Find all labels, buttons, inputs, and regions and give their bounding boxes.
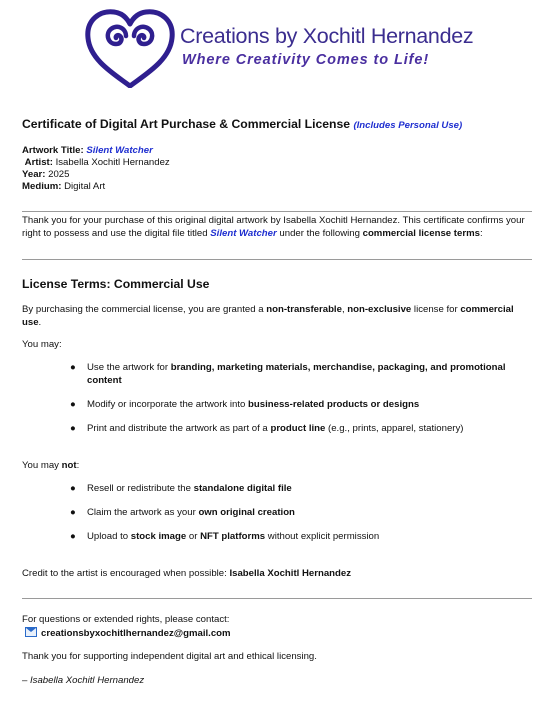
artist-label: Artist: bbox=[24, 157, 53, 168]
credit-line bbox=[22, 568, 527, 581]
you-may-not-text: You may bbox=[22, 460, 62, 471]
list-item-text-plain: Use the artwork for bbox=[87, 362, 171, 373]
you-may-not-label bbox=[22, 460, 527, 473]
medium-label: Medium: bbox=[22, 181, 62, 192]
letterhead bbox=[0, 0, 533, 100]
certificate-title bbox=[22, 117, 522, 133]
medium-row bbox=[22, 181, 522, 193]
list-item-text-bold: own original creation bbox=[198, 507, 295, 518]
list-item-text-bold: standalone digital file bbox=[193, 483, 292, 494]
intro-license-terms: commercial license terms bbox=[362, 227, 480, 239]
brand-name: Creations by Xochitl Hernandez bbox=[180, 24, 474, 48]
list-item-text-bold: product line bbox=[270, 423, 326, 434]
list-item-text-bold: stock image bbox=[130, 531, 187, 542]
contact-email-row bbox=[22, 627, 527, 641]
grant-separator: , bbox=[341, 304, 348, 315]
you-may-not-bold: not bbox=[61, 460, 77, 471]
list-item-text-plain: Resell or redistribute the bbox=[87, 483, 194, 494]
list-item-text bbox=[87, 507, 512, 520]
list-item-text-plain: Claim the artwork as your bbox=[87, 507, 199, 518]
contact-email-link[interactable]: creationsbyxochitlhernandez@gmail.com bbox=[41, 628, 231, 639]
brand-tagline: Where Creativity Comes to Life! bbox=[182, 52, 430, 68]
signature: – Isabella Xochitl Hernandez bbox=[22, 675, 145, 686]
list-item-text-bold: business-related products or designs bbox=[248, 399, 420, 410]
credit-text: Credit to the artist is encouraged when possible: bbox=[22, 568, 230, 579]
divider bbox=[22, 211, 532, 212]
you-may-label: You may: bbox=[22, 339, 62, 350]
heart-swirl-logo-icon bbox=[84, 8, 176, 88]
list-item-text-plain: (e.g., prints, apparel, stationery) bbox=[325, 423, 464, 434]
artwork-title-row bbox=[22, 145, 522, 157]
grant-text: By purchasing the commercial license, you are granted a bbox=[22, 304, 267, 315]
bullet-icon: ● bbox=[70, 483, 76, 494]
list-item-text bbox=[87, 531, 512, 544]
contact-line: For questions or extended rights, please contact: bbox=[22, 614, 230, 625]
list-item-text bbox=[87, 483, 512, 496]
artwork-title-label: Artwork Title: bbox=[22, 145, 84, 156]
certificate-title-sub: (Includes Personal Use) bbox=[353, 120, 463, 131]
divider bbox=[22, 259, 532, 260]
bullet-icon: ● bbox=[70, 507, 76, 518]
list-item-text-bold: branding, marketing materials, merchandise, packaging, and promotional content bbox=[87, 362, 506, 386]
thanks-line: Thank you for supporting independent digital art and ethical licensing. bbox=[22, 651, 317, 662]
year-row bbox=[22, 169, 522, 181]
grant-text-mid: license for bbox=[411, 304, 461, 315]
artwork-title-value: Silent Watcher bbox=[86, 145, 153, 156]
year-value: 2025 bbox=[48, 169, 70, 180]
grant-text-end: . bbox=[38, 316, 42, 328]
bullet-icon: ● bbox=[70, 531, 76, 542]
list-item-text-bold: NFT platforms bbox=[200, 531, 266, 542]
list-item-text bbox=[87, 399, 512, 412]
artist-row bbox=[22, 157, 522, 169]
list-item-text bbox=[87, 362, 512, 387]
intro-text-end: : bbox=[479, 227, 483, 239]
list-item-text bbox=[87, 423, 512, 436]
artwork-details bbox=[22, 145, 522, 193]
credit-artist-name: Isabella Xochitl Hernandez bbox=[229, 568, 352, 579]
intro-text-2: under the following bbox=[276, 227, 363, 239]
bullet-icon: ● bbox=[70, 399, 76, 410]
list-item-text-plain: without explicit permission bbox=[265, 531, 380, 542]
certificate-title-main: Certificate of Digital Art Purchase & Commercial License bbox=[22, 117, 351, 131]
divider bbox=[22, 598, 532, 599]
artist-value: Isabella Xochitl Hernandez bbox=[55, 157, 170, 168]
medium-value: Digital Art bbox=[64, 181, 106, 192]
intro-artwork-title: Silent Watcher bbox=[210, 227, 277, 239]
license-heading: License Terms: Commercial Use bbox=[22, 277, 210, 291]
intro-text: Thank you for your purchase of this original digital artwork by Isabella Xochitl Hernandez. This certificate confirms your right to possess and use the digital file titled bbox=[22, 215, 525, 239]
grant-non-transferable: non-transferable bbox=[266, 304, 342, 315]
intro-paragraph bbox=[22, 215, 527, 240]
you-may-not-colon: : bbox=[76, 460, 80, 471]
email-icon bbox=[25, 627, 37, 637]
bullet-icon: ● bbox=[70, 362, 76, 373]
list-item-text-plain: Modify or incorporate the artwork into bbox=[87, 399, 249, 410]
certificate-header bbox=[22, 117, 522, 193]
list-item-text-plain: Print and distribute the artwork as part of a bbox=[87, 423, 271, 434]
grant-commercial-use: commercial use bbox=[22, 304, 514, 328]
list-item-text-plain: Upload to bbox=[87, 531, 131, 542]
license-grant-paragraph bbox=[22, 304, 527, 329]
grant-non-exclusive: non-exclusive bbox=[347, 304, 412, 315]
list-item-text-plain: or bbox=[186, 531, 201, 542]
year-label: Year: bbox=[22, 169, 46, 180]
bullet-icon: ● bbox=[70, 423, 76, 434]
